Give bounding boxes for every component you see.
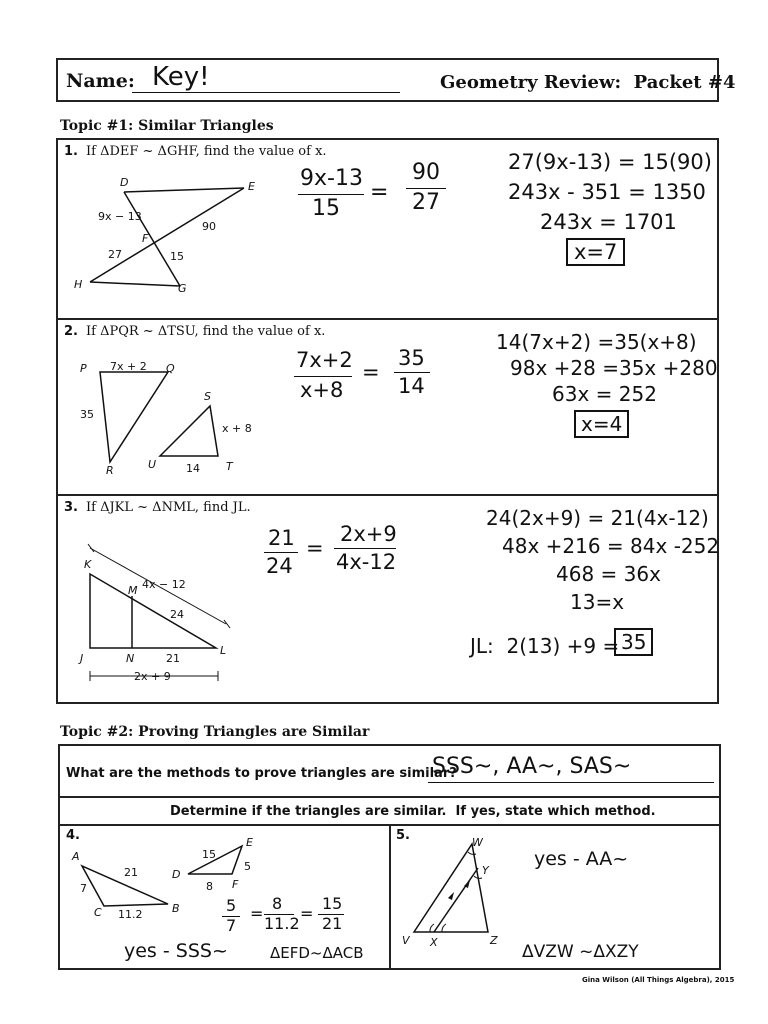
p5-answer: yes - AA~ xyxy=(534,848,629,870)
p3-ratio-num1: 21 xyxy=(268,526,295,550)
problem3-prompt: If ΔJKL ~ ΔNML, find JL. xyxy=(86,500,251,515)
p2-label-P: P xyxy=(80,362,87,375)
p1-work-line1: 27(9x-13) = 15(90) xyxy=(508,150,712,174)
p4-label-E: E xyxy=(246,836,253,849)
problem2-prompt: If ΔPQR ~ ΔTSU, find the value of x. xyxy=(86,324,326,339)
problem2-number: 2. xyxy=(64,324,78,339)
p1-ratio-num1: 9x-13 xyxy=(300,166,363,191)
p2-ratio-eq: = xyxy=(362,360,380,384)
p5-label-W: W xyxy=(472,836,483,849)
p2-label-st: x + 8 xyxy=(222,422,252,435)
p2-label-Q: Q xyxy=(166,362,175,375)
methods-underline xyxy=(428,782,714,783)
p5-statement: ΔVZW ~ΔXZY xyxy=(522,942,639,962)
p4-label-cb: 11.2 xyxy=(118,908,143,921)
p1-label-fg: 15 xyxy=(170,250,184,263)
p2-ratio-den1: x+8 xyxy=(300,378,344,402)
p3-label-K: K xyxy=(84,558,92,571)
topic1-heading: Topic #1: Similar Triangles xyxy=(60,118,274,134)
p3-label-ml: 4x − 12 xyxy=(142,578,186,591)
p1-label-E: E xyxy=(248,180,255,193)
p4-ratio3-den: 21 xyxy=(322,914,343,933)
p2-ratio-num2: 35 xyxy=(398,346,425,370)
p4-ratio-eq2: = xyxy=(300,904,314,923)
p4-label-C: C xyxy=(94,906,102,919)
p1-label-de: 9x − 13 xyxy=(98,210,142,223)
p5-label-V: V xyxy=(402,934,410,947)
p4-ratio2-num: 8 xyxy=(272,894,283,913)
p2-label-pq: 7x + 2 xyxy=(110,360,147,373)
p3-label-M: M xyxy=(128,584,138,597)
p2-ratio-bar2 xyxy=(394,372,430,373)
p4-ratio-eq1: = xyxy=(250,904,264,923)
p1-ratio-den1: 15 xyxy=(312,196,340,221)
p4-label-ac: 7 xyxy=(80,882,87,895)
p2-work-line2: 98x +28 =35x +280 xyxy=(510,356,718,380)
p3-ratio-den2: 4x-12 xyxy=(336,550,397,574)
p4-ratio1-den: 7 xyxy=(226,916,237,935)
instruction-text: Determine if the triangles are similar. If yes, state which method. xyxy=(170,804,656,819)
p3-work-line2: 48x +216 = 84x -252 xyxy=(502,534,720,558)
p4-ratio1-num: 5 xyxy=(226,896,237,915)
footer-credit: Gina Wilson (All Things Algebra), 2015 xyxy=(582,976,735,984)
p4-label-F: F xyxy=(232,878,239,891)
p4-label-de: 15 xyxy=(202,848,216,861)
p2-ratio-bar1 xyxy=(294,376,352,377)
p1-label-D: D xyxy=(120,176,129,189)
p3-label-kl: 24 xyxy=(170,608,184,621)
p4-label-A: A xyxy=(72,850,80,863)
p3-answer: 35 xyxy=(614,628,653,656)
p3-work-line1: 24(2x+9) = 21(4x-12) xyxy=(486,506,709,530)
name-underline xyxy=(132,92,400,93)
p5-label-Y: Y xyxy=(482,864,489,877)
p2-work-line3: 63x = 252 xyxy=(552,382,657,406)
p1-work-line3: 243x = 1701 xyxy=(540,210,677,234)
p3-label-L: L xyxy=(220,644,227,657)
p1-ratio-num2: 90 xyxy=(412,160,440,185)
p1-label-hf: 27 xyxy=(108,248,122,261)
name-label: Name: xyxy=(66,70,135,92)
p4-statement: ΔEFD~ΔACB xyxy=(270,944,364,962)
p2-label-R: R xyxy=(106,464,114,477)
p3-work-line4: 13=x xyxy=(570,590,625,614)
p1-ratio-bar2 xyxy=(406,188,446,189)
p4-label-ab: 21 xyxy=(124,866,138,879)
p1-label-F: F xyxy=(142,232,149,245)
p3-work-line3: 468 = 36x xyxy=(556,562,661,586)
p3-ratio-bar1 xyxy=(264,552,298,553)
p1-label-ef: 90 xyxy=(202,220,216,233)
p1-ratio-bar1 xyxy=(298,194,364,195)
p1-label-H: H xyxy=(74,278,83,291)
p1-answer: x=7 xyxy=(566,238,625,266)
p3-ratio-num2: 2x+9 xyxy=(340,522,397,546)
problem4-figure xyxy=(60,830,260,930)
page-title: Geometry Review: Packet #4 xyxy=(440,72,736,93)
name-value: Key! xyxy=(152,62,210,92)
p2-label-S: S xyxy=(204,390,211,403)
p1-ratio-den2: 27 xyxy=(412,190,440,215)
p3-label-jl: 2x + 9 xyxy=(134,670,171,683)
p3-label-J: J xyxy=(80,652,84,665)
methods-answer: SSS~, AA~, SAS~ xyxy=(432,754,632,779)
p2-work-line1: 14(7x+2) =35(x+8) xyxy=(496,330,697,354)
p2-ratio-den2: 14 xyxy=(398,374,425,398)
p5-label-Z: Z xyxy=(490,934,498,947)
p3-jl-prefix: JL: 2(13) +9 = xyxy=(470,634,620,658)
p3-ratio-den1: 24 xyxy=(266,554,293,578)
p4-label-df: 8 xyxy=(206,880,213,893)
p2-label-U: U xyxy=(148,458,157,471)
p4-label-B: B xyxy=(172,902,180,915)
p3-label-nl: 21 xyxy=(166,652,180,665)
problem3-number: 3. xyxy=(64,500,78,515)
methods-question: What are the methods to prove triangles are similar? xyxy=(66,766,457,781)
problem1-figure xyxy=(60,168,280,298)
p2-label-T: T xyxy=(226,460,233,473)
p4-answer: yes - SSS~ xyxy=(124,940,228,962)
problem1-number: 1. xyxy=(64,144,78,159)
topic2-heading: Topic #2: Proving Triangles are Similar xyxy=(60,724,370,740)
p3-ratio-bar2 xyxy=(334,548,396,549)
p2-ratio-num1: 7x+2 xyxy=(296,348,353,372)
p4-ratio3-num: 15 xyxy=(322,894,343,913)
p3-label-N: N xyxy=(126,652,135,665)
p5-label-X: X xyxy=(430,936,438,949)
p2-answer: x=4 xyxy=(574,410,629,438)
p1-ratio-eq: = xyxy=(370,180,389,205)
p4-label-D: D xyxy=(172,868,181,881)
p2-label-pr: 35 xyxy=(80,408,94,421)
problem5-figure xyxy=(400,836,510,946)
p1-label-G: G xyxy=(178,282,187,295)
problem4-number: 4. xyxy=(66,828,80,843)
problem5-number: 5. xyxy=(396,828,410,843)
p3-ratio-eq: = xyxy=(306,536,324,560)
p4-ratio2-den: 11.2 xyxy=(264,914,300,933)
problem1-prompt: If ΔDEF ~ ΔGHF, find the value of x. xyxy=(86,144,327,159)
p4-label-ef: 5 xyxy=(244,860,251,873)
p1-work-line2: 243x - 351 = 1350 xyxy=(508,180,706,204)
p2-label-ut: 14 xyxy=(186,462,200,475)
